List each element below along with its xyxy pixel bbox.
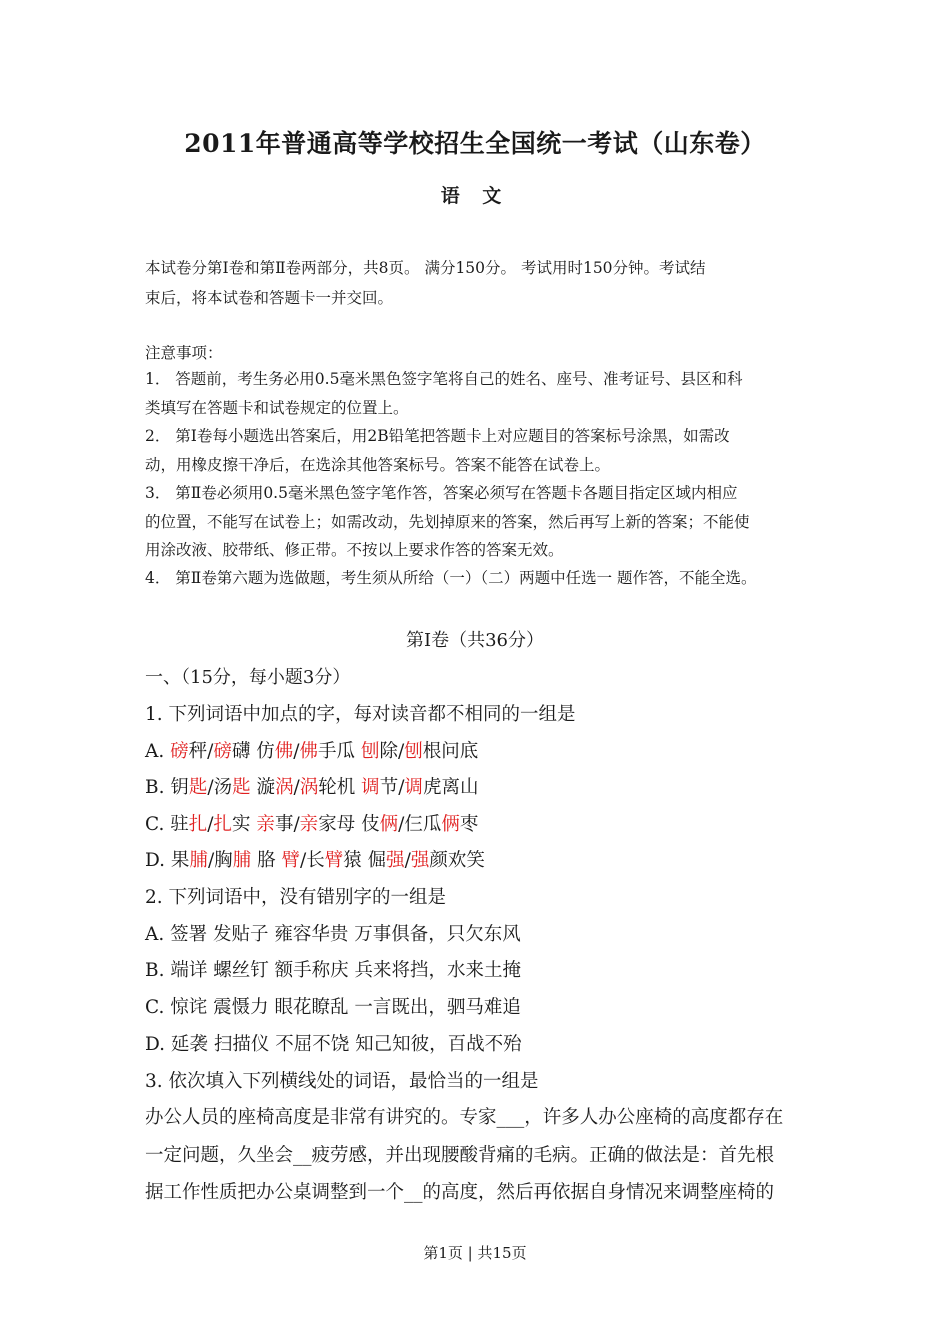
notice-line: 的位置，不能写在试卷上；如需改动，先划掉原来的答案，然后再写上新的答案；不能使 — [145, 513, 750, 531]
page-footer: 第1页 | 共15页 — [423, 1244, 527, 1262]
notice-line: 4． 第Ⅱ卷第六题为选做题，考生须从所给（一）（二）两题中任选一 题作答，不能全选。 — [145, 569, 757, 587]
notice-heading: 注意事项： — [145, 344, 223, 362]
option-d: D. 果脯/胸脯 胳 臂/长臂猿 倔强/强颜欢笑 — [145, 850, 485, 871]
option-b: B. 端详 螺丝钉 额手称庆 兵来将挡，水来土掩 — [145, 960, 521, 981]
option-c: C. 惊诧 震慑力 眼花瞭乱 一言既出，驷马难追 — [145, 997, 521, 1018]
notice-line: 2． 第Ⅰ卷每小题选出答案后，用2B铅笔把答题卡上对应题目的答案标号涂黑，如需改 — [145, 427, 730, 445]
notice-line: 1． 答题前，考生务必用0.5毫米黑色签字笔将自己的姓名、座号、准考证号、县区和科 — [145, 370, 743, 388]
page-title: 2011年普通高等学校招生全国统一考试（山东卷） — [184, 129, 766, 158]
question-stem: 3. 依次填入下列横线处的词语，最恰当的一组是 — [145, 1071, 539, 1092]
passage-line: 一定问题，久坐会__疲劳感，并出现腰酸背痛的毛病。正确的做法是：首先根 — [145, 1145, 775, 1166]
option-a: A. 签署 发贴子 雍容华贵 万事俱备，只欠东风 — [145, 924, 521, 945]
notice-line: 3． 第Ⅱ卷必须用0.5毫米黑色签字笔作答，答案必须写在答题卡各题目指定区域内相应 — [145, 484, 738, 502]
question-stem: 2. 下列词语中，没有错别字的一组是 — [145, 887, 447, 908]
notice-line: 类填写在答题卡和试卷规定的位置上。 — [145, 399, 409, 417]
intro-line: 束后，将本试卷和答题卡一并交回。 — [145, 289, 394, 307]
option-d: D. 延袭 扫描仪 不屈不饶 知己知彼，百战不殆 — [145, 1034, 522, 1055]
subject-heading: 语 文 — [440, 185, 510, 207]
passage-line: 据工作性质把办公桌调整到一个__的高度，然后再依据自身情况来调整座椅的 — [145, 1182, 775, 1203]
passage-line: 办公人员的座椅高度是非常有讲究的。专家___，许多人办公座椅的高度都存在 — [145, 1107, 784, 1128]
question-stem: 1. 下列词语中加点的字，每对读音都不相同的一组是 — [145, 704, 576, 725]
intro-line: 本试卷分第Ⅰ卷和第Ⅱ卷两部分，共8页。 满分150分。 考试用时150分钟。考试结 — [145, 259, 706, 277]
option-a: A. 磅秤/磅礴 仿佛/佛手瓜 刨除/刨根问底 — [145, 741, 479, 762]
section-heading: 一、（15分，每小题3分） — [145, 667, 351, 688]
notice-line: 动，用橡皮擦干净后，在选涂其他答案标号。答案不能答在试卷上。 — [145, 456, 611, 474]
option-b: B. 钥匙/汤匙 漩涡/涡轮机 调节/调虎离山 — [145, 777, 479, 798]
notice-line: 用涂改液、胶带纸、修正带。不按以上要求作答的答案无效。 — [145, 541, 564, 559]
part-heading: 第Ⅰ卷（共36分） — [405, 630, 544, 651]
option-c: C. 驻扎/扎实 亲事/亲家母 伎俩/仨瓜俩枣 — [145, 814, 479, 835]
